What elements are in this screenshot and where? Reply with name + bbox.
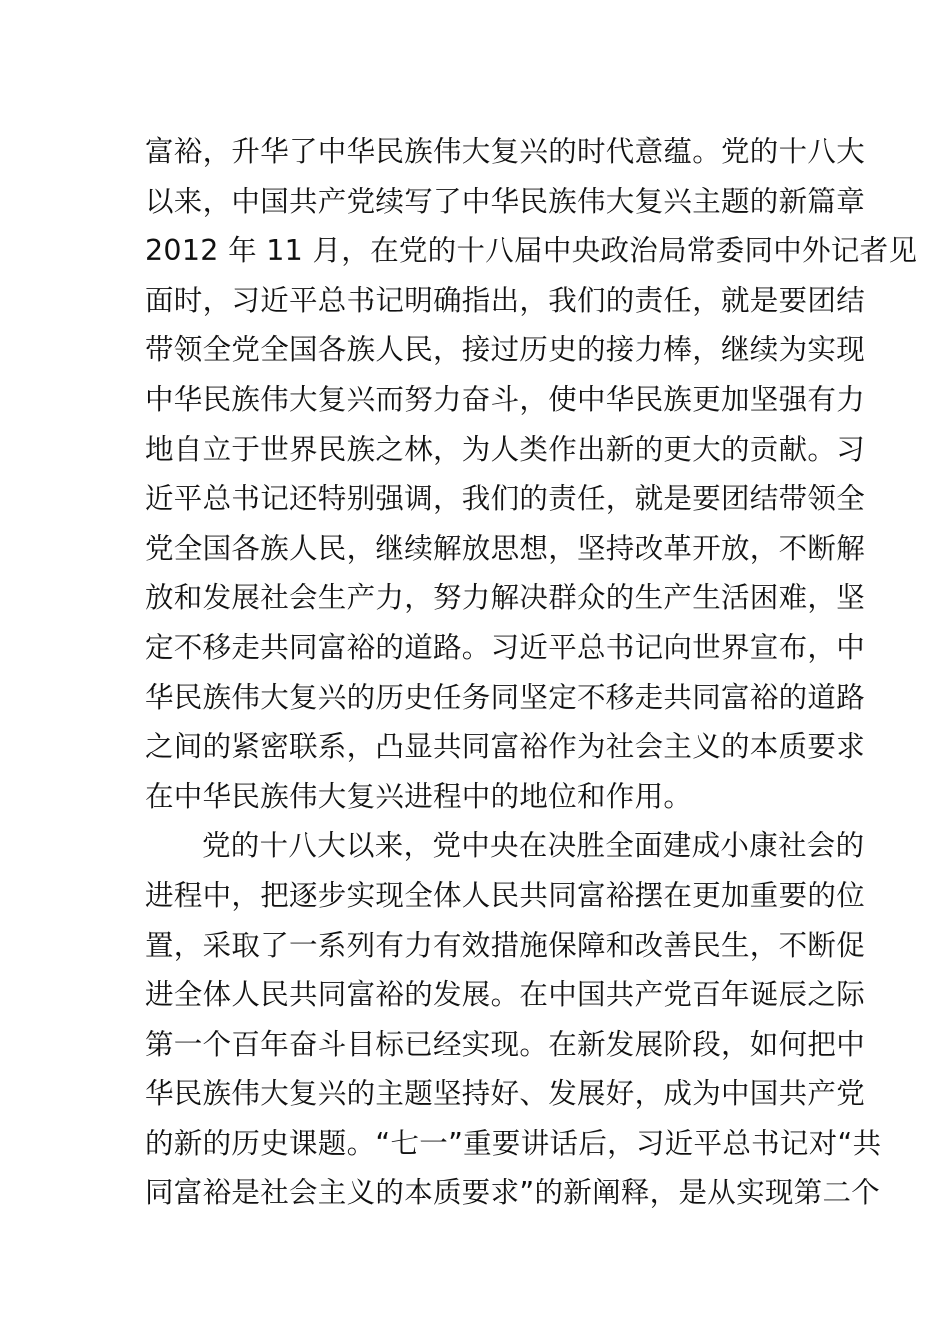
text-line: 党全国各族人民，继续解放思想，坚持改革开放，不断解 xyxy=(145,531,866,565)
text-line: 2012 年 11 月，在党的十八届中央政治局常委同中外记者见 xyxy=(145,234,918,268)
text-line: 以来，中国共产党续写了中华民族伟大复兴主题的新篇章 xyxy=(145,184,866,218)
text-line: 之间的紧密联系，凸显共同富裕作为社会主义的本质要求 xyxy=(145,730,866,764)
text-line: 放和发展社会生产力，努力解决群众的生产生活困难，坚 xyxy=(145,581,866,615)
text-line-indented: 党的十八大以来，党中央在决胜全面建成小康社会的 xyxy=(202,829,865,863)
text-line: 在中华民族伟大复兴进程中的地位和作用。 xyxy=(145,779,693,813)
text-line: 华民族伟大复兴的主题坚持好、发展好，成为中国共产党 xyxy=(145,1077,866,1111)
text-line: 面时，习近平总书记明确指出，我们的责任，就是要团结 xyxy=(145,283,866,317)
paragraph-2 xyxy=(145,821,882,1218)
text-line: 进程中，把逐步实现全体人民共同富裕摆在更加重要的位 xyxy=(145,878,866,912)
text-line: 富裕，升华了中华民族伟大复兴的时代意蕴。党的十八大 xyxy=(145,135,866,168)
text-line: 中华民族伟大复兴而努力奋斗，使中华民族更加坚强有力 xyxy=(145,382,866,416)
text-line: 的新的历史课题。“七一”重要讲话后，习近平总书记对“共 xyxy=(145,1126,882,1160)
text-line: 定不移走共同富裕的道路。习近平总书记向世界宣布，中 xyxy=(145,630,866,664)
body-text xyxy=(145,127,918,1218)
text-line: 华民族伟大复兴的历史任务同坚定不移走共同富裕的道路 xyxy=(145,680,866,714)
text-line: 同富裕是社会主义的本质要求”的新阐释，是从实现第二个 xyxy=(145,1176,881,1210)
text-line: 带领全党全国各族人民，接过历史的接力棒，继续为实现 xyxy=(145,333,866,367)
text-line: 置，采取了一系列有力有效措施保障和改善民生，不断促 xyxy=(145,928,866,962)
text-line: 第一个百年奋斗目标已经实现。在新发展阶段，如何把中 xyxy=(145,1027,866,1061)
text-line: 近平总书记还特别强调，我们的责任，就是要团结带领全 xyxy=(145,482,866,516)
paragraph-1 xyxy=(145,127,918,821)
text-line: 地自立于世界民族之林，为人类作出新的更大的贡献。习 xyxy=(145,432,866,466)
text-line: 进全体人民共同富裕的发展。在中国共产党百年诞辰之际 xyxy=(145,978,866,1012)
